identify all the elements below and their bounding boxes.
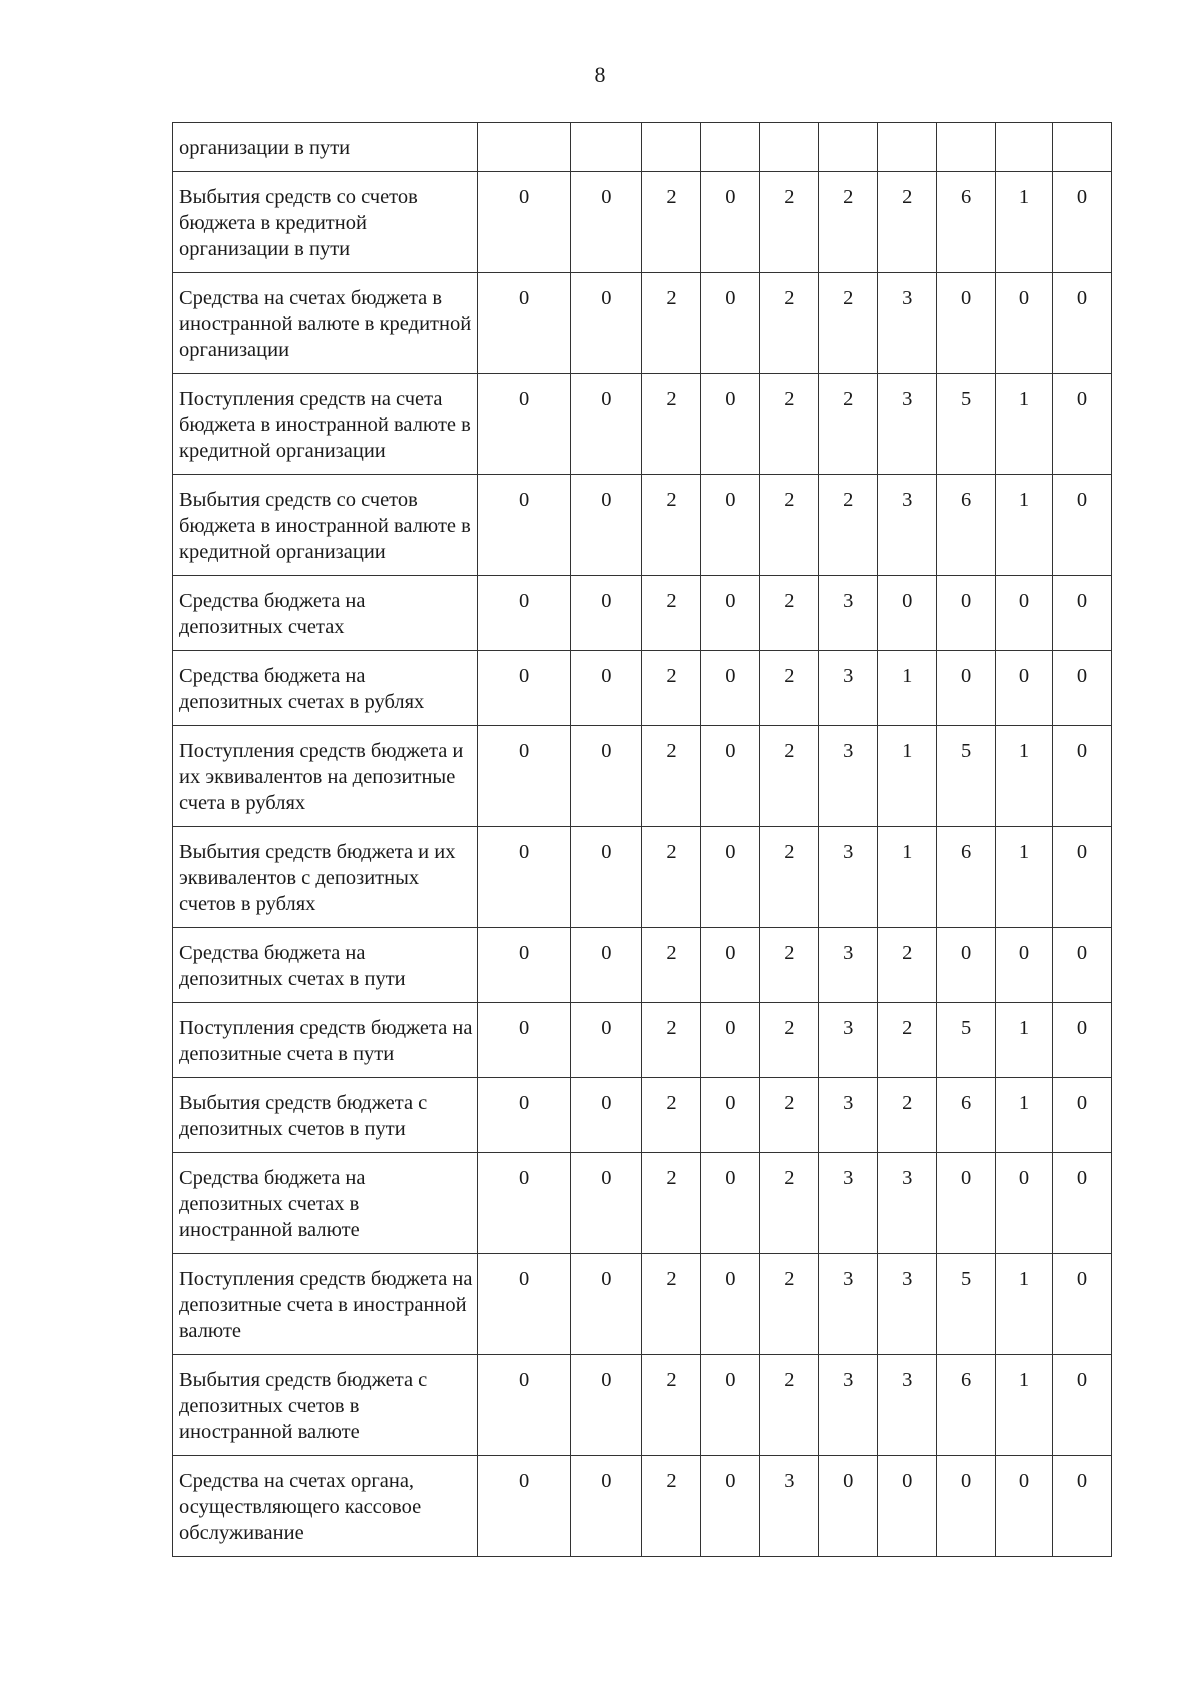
code-digit-cell: 0 xyxy=(477,1254,570,1355)
code-digit-cell: 2 xyxy=(878,172,937,273)
account-name-cell: Поступления средств бюджета на депозитные счета в иностранной валюте xyxy=(173,1254,478,1355)
code-digit-cell: 3 xyxy=(878,1153,937,1254)
code-digit-cell: 2 xyxy=(760,928,819,1003)
code-digit-cell: 0 xyxy=(996,928,1053,1003)
account-name-cell: Выбытия средств бюджета с депозитных счетов в пути xyxy=(173,1078,478,1153)
code-digit-cell: 2 xyxy=(642,1078,701,1153)
code-digit-cell: 2 xyxy=(760,726,819,827)
code-digit-cell: 0 xyxy=(477,651,570,726)
code-digit-cell: 2 xyxy=(760,651,819,726)
table-row xyxy=(173,273,1112,374)
code-digit-cell: 0 xyxy=(477,1003,570,1078)
code-digit-cell: 0 xyxy=(571,576,642,651)
code-digit-cell: 0 xyxy=(701,1254,760,1355)
code-digit-cell: 6 xyxy=(937,827,996,928)
code-digit-cell: 2 xyxy=(760,1153,819,1254)
code-digit-cell: 0 xyxy=(477,172,570,273)
code-digit-cell xyxy=(996,123,1053,172)
code-digit-cell: 3 xyxy=(819,928,878,1003)
code-digit-cell: 1 xyxy=(878,827,937,928)
code-digit-cell: 1 xyxy=(996,1003,1053,1078)
code-digit-cell: 0 xyxy=(937,576,996,651)
code-digit-cell: 0 xyxy=(477,576,570,651)
code-digit-cell: 0 xyxy=(701,1078,760,1153)
code-digit-cell: 6 xyxy=(937,1078,996,1153)
code-digit-cell: 0 xyxy=(571,273,642,374)
code-digit-cell: 0 xyxy=(1053,1456,1112,1557)
code-digit-cell xyxy=(937,123,996,172)
code-digit-cell: 0 xyxy=(477,928,570,1003)
code-digit-cell: 0 xyxy=(937,928,996,1003)
account-name-cell: Средства на счетах органа, осуществляющего кассовое обслуживание xyxy=(173,1456,478,1557)
code-digit-cell: 0 xyxy=(571,651,642,726)
code-digit-cell: 0 xyxy=(1053,475,1112,576)
code-digit-cell: 3 xyxy=(819,576,878,651)
code-digit-cell xyxy=(571,123,642,172)
account-name-cell: Средства на счетах бюджета в иностранной валюте в кредитной организации xyxy=(173,273,478,374)
table-row xyxy=(173,1254,1112,1355)
code-digit-cell: 0 xyxy=(1053,827,1112,928)
code-digit-cell: 0 xyxy=(937,1153,996,1254)
code-digit-cell: 0 xyxy=(701,928,760,1003)
table-row xyxy=(173,123,1112,172)
account-name-cell: Средства бюджета на депозитных счетах xyxy=(173,576,478,651)
code-digit-cell: 1 xyxy=(996,374,1053,475)
code-digit-cell xyxy=(760,123,819,172)
table-row xyxy=(173,172,1112,273)
code-digit-cell: 1 xyxy=(996,475,1053,576)
table-row xyxy=(173,475,1112,576)
code-digit-cell xyxy=(878,123,937,172)
code-digit-cell: 0 xyxy=(996,651,1053,726)
code-digit-cell: 0 xyxy=(1053,273,1112,374)
code-digit-cell: 0 xyxy=(878,1456,937,1557)
code-digit-cell: 0 xyxy=(701,827,760,928)
code-digit-cell: 0 xyxy=(937,651,996,726)
code-digit-cell: 1 xyxy=(878,726,937,827)
code-digit-cell: 0 xyxy=(571,1254,642,1355)
code-digit-cell: 2 xyxy=(642,1153,701,1254)
table-body xyxy=(173,123,1112,1557)
code-digit-cell: 0 xyxy=(477,726,570,827)
code-digit-cell: 0 xyxy=(1053,1003,1112,1078)
account-name-cell: Выбытия средств бюджета с депозитных счетов в иностранной валюте xyxy=(173,1355,478,1456)
code-digit-cell: 2 xyxy=(819,172,878,273)
table-row xyxy=(173,1078,1112,1153)
code-digit-cell: 2 xyxy=(642,1456,701,1557)
code-digit-cell: 0 xyxy=(571,726,642,827)
code-digit-cell: 0 xyxy=(571,1003,642,1078)
table-row xyxy=(173,1355,1112,1456)
code-digit-cell: 2 xyxy=(878,1003,937,1078)
code-digit-cell: 0 xyxy=(701,1003,760,1078)
code-digit-cell: 3 xyxy=(819,651,878,726)
code-digit-cell: 0 xyxy=(1053,1078,1112,1153)
code-digit-cell: 3 xyxy=(819,1078,878,1153)
code-digit-cell: 1 xyxy=(878,651,937,726)
code-digit-cell: 0 xyxy=(571,1355,642,1456)
code-digit-cell: 2 xyxy=(760,475,819,576)
code-digit-cell: 0 xyxy=(1053,651,1112,726)
code-digit-cell: 0 xyxy=(571,374,642,475)
code-digit-cell: 2 xyxy=(642,726,701,827)
code-digit-cell: 0 xyxy=(996,273,1053,374)
table-row xyxy=(173,1003,1112,1078)
code-digit-cell: 2 xyxy=(819,475,878,576)
account-name-cell: Средства бюджета на депозитных счетах в пути xyxy=(173,928,478,1003)
table-row xyxy=(173,726,1112,827)
code-digit-cell: 2 xyxy=(819,374,878,475)
account-name-cell: Средства бюджета на депозитных счетах в рублях xyxy=(173,651,478,726)
code-digit-cell: 0 xyxy=(477,1355,570,1456)
code-digit-cell: 0 xyxy=(701,475,760,576)
account-name-cell: Выбытия средств со счетов бюджета в кредитной организации в пути xyxy=(173,172,478,273)
code-digit-cell: 3 xyxy=(878,273,937,374)
code-digit-cell: 0 xyxy=(701,1355,760,1456)
table-row xyxy=(173,374,1112,475)
account-name-cell: организации в пути xyxy=(173,123,478,172)
code-digit-cell: 0 xyxy=(701,576,760,651)
code-digit-cell: 2 xyxy=(642,827,701,928)
code-digit-cell: 0 xyxy=(1053,1355,1112,1456)
code-digit-cell: 2 xyxy=(642,928,701,1003)
code-digit-cell: 0 xyxy=(571,172,642,273)
code-digit-cell: 2 xyxy=(760,1003,819,1078)
code-digit-cell: 0 xyxy=(1053,172,1112,273)
account-name-cell: Поступления средств бюджета и их эквивалентов на депозитные счета в рублях xyxy=(173,726,478,827)
code-digit-cell: 0 xyxy=(701,1153,760,1254)
code-digit-cell: 0 xyxy=(996,1456,1053,1557)
code-digit-cell: 0 xyxy=(571,475,642,576)
code-digit-cell: 5 xyxy=(937,1254,996,1355)
code-digit-cell: 0 xyxy=(1053,928,1112,1003)
code-digit-cell: 0 xyxy=(1053,576,1112,651)
code-digit-cell: 0 xyxy=(1053,1254,1112,1355)
page-number: 8 xyxy=(594,62,606,87)
code-digit-cell: 0 xyxy=(701,273,760,374)
code-digit-cell xyxy=(477,123,570,172)
code-digit-cell: 2 xyxy=(878,928,937,1003)
code-digit-cell xyxy=(642,123,701,172)
code-digit-cell: 0 xyxy=(571,827,642,928)
code-digit-cell: 2 xyxy=(760,172,819,273)
code-digit-cell: 0 xyxy=(701,1456,760,1557)
code-digit-cell: 0 xyxy=(996,576,1053,651)
code-digit-cell: 0 xyxy=(477,1078,570,1153)
code-digit-cell: 0 xyxy=(1053,726,1112,827)
code-digit-cell: 2 xyxy=(642,1254,701,1355)
code-digit-cell: 0 xyxy=(477,374,570,475)
code-digit-cell: 2 xyxy=(760,273,819,374)
code-digit-cell: 3 xyxy=(819,1003,878,1078)
code-digit-cell: 0 xyxy=(701,726,760,827)
table-row xyxy=(173,1153,1112,1254)
code-digit-cell: 0 xyxy=(477,1153,570,1254)
code-digit-cell: 2 xyxy=(760,1355,819,1456)
code-digit-cell: 2 xyxy=(878,1078,937,1153)
code-digit-cell: 1 xyxy=(996,1078,1053,1153)
code-digit-cell: 5 xyxy=(937,726,996,827)
code-digit-cell: 3 xyxy=(819,1254,878,1355)
code-digit-cell: 0 xyxy=(571,1456,642,1557)
code-digit-cell: 5 xyxy=(937,1003,996,1078)
code-digit-cell xyxy=(1053,123,1112,172)
code-digit-cell: 5 xyxy=(937,374,996,475)
account-name-cell: Выбытия средств бюджета и их эквивалентов с депозитных счетов в рублях xyxy=(173,827,478,928)
code-digit-cell: 0 xyxy=(996,1153,1053,1254)
code-digit-cell: 0 xyxy=(477,1456,570,1557)
account-name-cell: Поступления средств на счета бюджета в иностранной валюте в кредитной организации xyxy=(173,374,478,475)
table-row xyxy=(173,928,1112,1003)
code-digit-cell: 3 xyxy=(878,1254,937,1355)
code-digit-cell: 2 xyxy=(642,273,701,374)
code-digit-cell: 3 xyxy=(819,1355,878,1456)
code-digit-cell: 6 xyxy=(937,1355,996,1456)
code-digit-cell: 0 xyxy=(571,1078,642,1153)
code-digit-cell xyxy=(701,123,760,172)
code-digit-cell xyxy=(819,123,878,172)
code-digit-cell: 2 xyxy=(642,1003,701,1078)
table-row xyxy=(173,1456,1112,1557)
code-digit-cell: 2 xyxy=(760,576,819,651)
code-digit-cell: 3 xyxy=(760,1456,819,1557)
code-digit-cell: 2 xyxy=(642,172,701,273)
code-digit-cell: 2 xyxy=(642,374,701,475)
code-digit-cell: 0 xyxy=(477,273,570,374)
code-digit-cell: 0 xyxy=(701,374,760,475)
account-name-cell: Поступления средств бюджета на депозитные счета в пути xyxy=(173,1003,478,1078)
code-digit-cell: 0 xyxy=(937,273,996,374)
code-digit-cell: 2 xyxy=(760,374,819,475)
code-digit-cell: 6 xyxy=(937,475,996,576)
code-digit-cell: 0 xyxy=(571,928,642,1003)
table-row xyxy=(173,651,1112,726)
code-digit-cell: 1 xyxy=(996,827,1053,928)
code-digit-cell: 0 xyxy=(819,1456,878,1557)
code-digit-cell: 3 xyxy=(878,1355,937,1456)
code-digit-cell: 3 xyxy=(878,475,937,576)
code-digit-cell: 0 xyxy=(571,1153,642,1254)
account-codes-table xyxy=(172,122,1112,1557)
account-name-cell: Средства бюджета на депозитных счетах в иностранной валюте xyxy=(173,1153,478,1254)
code-digit-cell: 1 xyxy=(996,1355,1053,1456)
code-digit-cell: 0 xyxy=(477,475,570,576)
code-digit-cell: 2 xyxy=(642,1355,701,1456)
code-digit-cell: 2 xyxy=(642,651,701,726)
code-digit-cell: 0 xyxy=(1053,374,1112,475)
code-digit-cell: 2 xyxy=(642,576,701,651)
code-digit-cell: 3 xyxy=(819,1153,878,1254)
code-digit-cell: 3 xyxy=(819,827,878,928)
code-digit-cell: 0 xyxy=(701,172,760,273)
code-digit-cell: 2 xyxy=(819,273,878,374)
code-digit-cell: 1 xyxy=(996,172,1053,273)
code-digit-cell: 1 xyxy=(996,1254,1053,1355)
code-digit-cell: 1 xyxy=(996,726,1053,827)
code-digit-cell: 3 xyxy=(819,726,878,827)
code-digit-cell: 0 xyxy=(1053,1153,1112,1254)
table-row xyxy=(173,576,1112,651)
account-name-cell: Выбытия средств со счетов бюджета в иностранной валюте в кредитной организации xyxy=(173,475,478,576)
table-row xyxy=(173,827,1112,928)
code-digit-cell: 2 xyxy=(760,1254,819,1355)
code-digit-cell: 2 xyxy=(642,475,701,576)
code-digit-cell: 2 xyxy=(760,827,819,928)
code-digit-cell: 0 xyxy=(701,651,760,726)
code-digit-cell: 0 xyxy=(878,576,937,651)
code-digit-cell: 6 xyxy=(937,172,996,273)
code-digit-cell: 0 xyxy=(937,1456,996,1557)
code-digit-cell: 3 xyxy=(878,374,937,475)
code-digit-cell: 0 xyxy=(477,827,570,928)
code-digit-cell: 2 xyxy=(760,1078,819,1153)
